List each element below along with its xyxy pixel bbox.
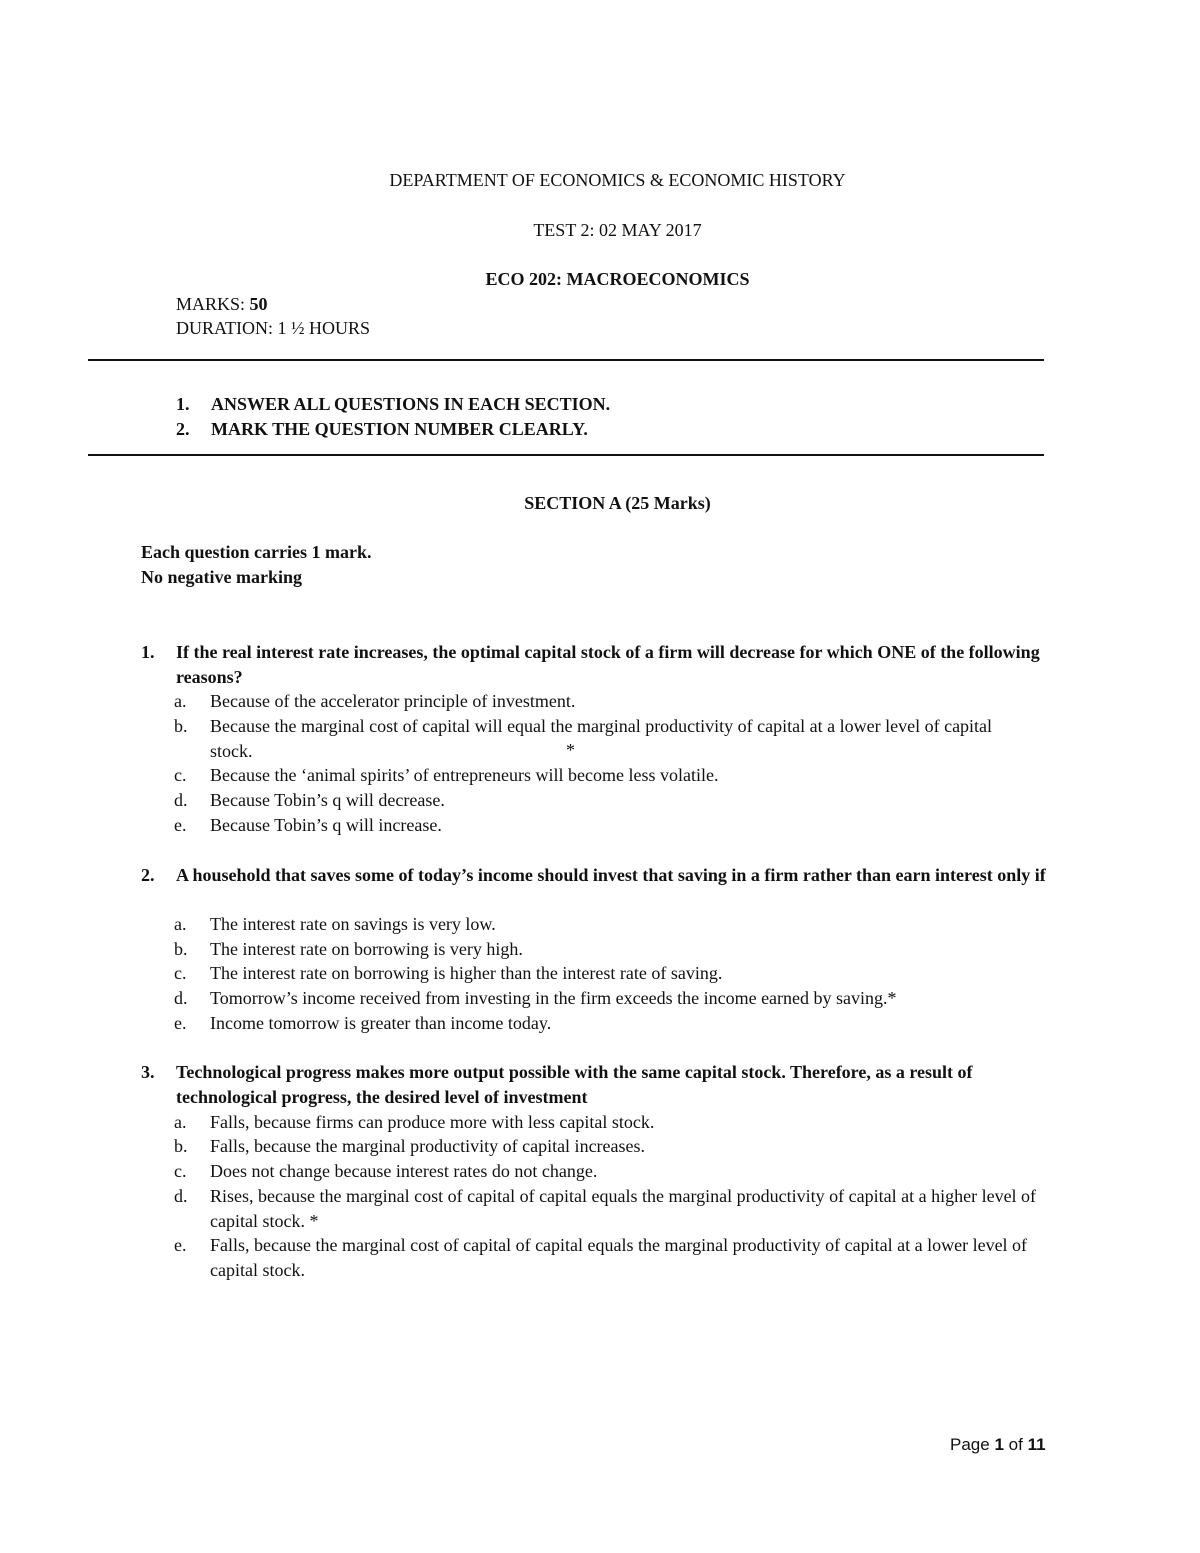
duration: DURATION: 1 ½ HOURS <box>176 318 371 338</box>
course-title: ECO 202: MACROECONOMICS <box>485 269 750 289</box>
option-letter: d. <box>174 988 188 1008</box>
option-text: Because of the accelerator principle of investment. <box>210 691 576 711</box>
page-footer <box>950 1433 1060 1458</box>
option-text: The interest rate on borrowing is higher than the interest rate of saving. <box>210 963 723 983</box>
instruction-text: MARK THE QUESTION NUMBER CLEARLY. <box>211 419 588 439</box>
option-text: Income tomorrow is greater than income today. <box>210 1013 552 1033</box>
option-letter: d. <box>174 790 188 810</box>
question-number: 2. <box>141 865 155 885</box>
instruction-number: 2. <box>176 419 190 439</box>
answer-mark: * <box>566 740 575 760</box>
option-letter: e. <box>174 815 187 835</box>
option-text: Because Tobin’s q will decrease. <box>210 790 445 810</box>
option-letter: c. <box>174 963 187 983</box>
question-text: If the real interest rate increases, the optimal capital stock of a firm will decrease for which ONE of the following reasons? <box>176 642 1040 687</box>
option-text: Because the marginal cost of capital will equal the marginal productivity of capital at a lower level of capital stock. <box>210 716 993 761</box>
option-text: Falls, because firms can produce more with less capital stock. <box>210 1112 655 1132</box>
question-number: 3. <box>141 1062 155 1082</box>
option-text: The interest rate on borrowing is very high. <box>210 939 523 959</box>
marks-value: 50 <box>249 294 268 314</box>
page-word: Page <box>950 1435 990 1454</box>
marks-label: MARKS: <box>176 294 250 314</box>
section-title: SECTION A (25 Marks) <box>524 493 711 513</box>
option-letter: c. <box>174 765 187 785</box>
test-date: TEST 2: 02 MAY 2017 <box>533 220 702 240</box>
divider-top <box>88 359 1044 361</box>
option-text: Tomorrow’s income received from investing in the firm exceeds the income earned by saving.* <box>210 988 897 1008</box>
instruction-text: ANSWER ALL QUESTIONS IN EACH SECTION. <box>211 394 611 414</box>
option-letter: b. <box>174 716 188 736</box>
page-number: 1 <box>994 1435 1004 1454</box>
question-text: A household that saves some of today’s income should invest that saving in a firm rather than earn interest only if <box>176 865 1046 885</box>
option-letter: a. <box>174 691 187 711</box>
option-text: Rises, because the marginal cost of capital of capital equals the marginal productivity of capital at a higher level of capital stock. * <box>210 1186 1037 1231</box>
option-letter: e. <box>174 1013 187 1033</box>
section-note: Each question carries 1 mark. <box>141 542 372 562</box>
question-number: 1. <box>141 642 155 662</box>
option-text: Falls, because the marginal cost of capital of capital equals the marginal productivity of capital at a lower level of capital stock. <box>210 1235 1028 1280</box>
option-text: Because Tobin’s q will increase. <box>210 815 442 835</box>
option-letter: a. <box>174 1112 187 1132</box>
of-word: of <box>1008 1435 1023 1454</box>
marks-line <box>176 292 268 317</box>
option-letter: b. <box>174 1136 188 1156</box>
option-letter: a. <box>174 914 187 934</box>
instruction-number: 1. <box>176 394 190 414</box>
option-letter: c. <box>174 1161 187 1181</box>
option-text: Falls, because the marginal productivity of capital increases. <box>210 1136 646 1156</box>
section-note: No negative marking <box>141 567 302 587</box>
option-letter: e. <box>174 1235 187 1255</box>
page-total: 11 <box>1027 1435 1046 1454</box>
option-letter: d. <box>174 1186 188 1206</box>
option-text: The interest rate on savings is very low. <box>210 914 496 934</box>
question-text: Technological progress makes more output possible with the same capital stock. Therefore, as a result of technological progress, the desired level of investment <box>176 1062 973 1107</box>
department-title: DEPARTMENT OF ECONOMICS & ECONOMIC HISTORY <box>389 170 846 190</box>
option-text: Because the ‘animal spirits’ of entrepreneurs will become less volatile. <box>210 765 719 785</box>
option-letter: b. <box>174 939 188 959</box>
divider-bottom <box>88 454 1044 456</box>
option-text: Does not change because interest rates do not change. <box>210 1161 598 1181</box>
